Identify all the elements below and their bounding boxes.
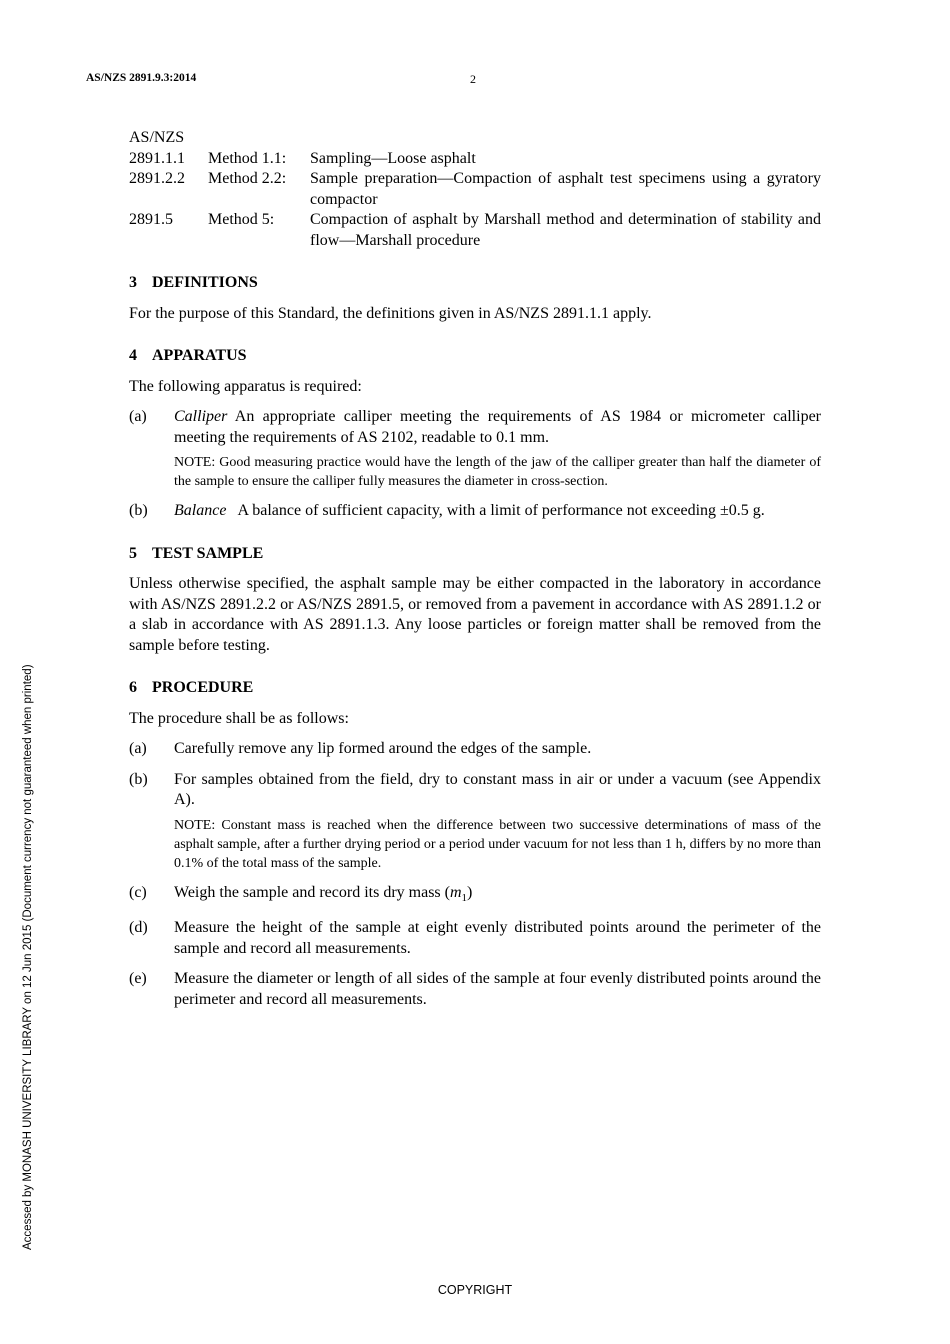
list-item [129, 407, 821, 448]
section-heading-definitions [129, 273, 821, 294]
reference-method: Method 2.2: [208, 170, 287, 187]
reference-row [129, 149, 821, 170]
section-title: DEFINITIONS [152, 274, 258, 291]
section-number: 3 [129, 274, 137, 291]
item-text: Carefully remove any lip formed around the edges of the sample. [174, 740, 592, 757]
item-text: For samples obtained from the field, dry to constant mass in air or under a vacuum (see Appendix A). [174, 770, 821, 808]
list-item [129, 918, 821, 959]
standard-code: AS/NZS 2891.9.3:2014 [86, 72, 197, 84]
reference-row [129, 169, 821, 210]
list-item [129, 770, 821, 811]
reference-title: Sampling—Loose asphalt [310, 149, 476, 167]
item-text [174, 501, 821, 522]
page-number: 2 [470, 72, 476, 86]
section-number: 6 [129, 679, 137, 696]
normative-references [129, 128, 821, 251]
access-watermark: Accessed by MONASH UNIVERSITY LIBRARY on 12 Jun 2015 (Document currency not guaranteed when printed) [22, 664, 34, 1250]
section-heading-apparatus [129, 346, 821, 367]
item-body: Weigh the sample and record its dry mass ( [174, 883, 450, 901]
note-text: NOTE: Good measuring practice would have the length of the jaw of the calliper greater than half the diameter of the sample to ensure the calliper fully measures the diameter in cross-section. [174, 455, 821, 489]
mass-subscript: 1 [461, 891, 468, 904]
section-heading-procedure [129, 678, 821, 699]
item-text [174, 883, 821, 909]
reference-method: Method 1.1: [208, 149, 287, 167]
item-label: (a) [129, 740, 147, 757]
section-title: PROCEDURE [152, 679, 254, 696]
note-text: NOTE: Constant mass is reached when the difference between two successive determinations of mass of the asphalt sample, after a further drying period or a period under vacuum for not less than 1 h, differs by no more than 0.1% of the total mass of the sample. [174, 817, 821, 871]
item-body: A balance of sufficient capacity, with a limit of performance not exceeding ±0.5 g. [237, 502, 765, 519]
item-label: (e) [129, 970, 147, 988]
list-item [129, 739, 821, 760]
item-label: (d) [129, 919, 148, 937]
item-label: (c) [129, 883, 147, 901]
reference-code: 2891.1.1 [129, 149, 185, 167]
item-text [174, 407, 821, 448]
document-body [129, 128, 821, 1010]
test-sample-text: Unless otherwise specified, the asphalt sample may be either compacted in the laboratory in accordance with AS/NZS 2891.2.2 or AS/NZS 2891.5, or removed from a pavement in accordance with AS 2891.1.2 or a slab in accordance with AS 2891.1.3. Any loose particles or foreign matter shall be removed from the sample before testing. [129, 575, 821, 654]
list-item [129, 883, 821, 909]
section-number: 5 [129, 544, 137, 562]
section-heading-test-sample [129, 544, 821, 565]
mass-symbol: m [449, 883, 462, 901]
item-body: An appropriate calliper meeting the requirements of AS 1984 or micrometer calliper meeting the requirements of AS 2102, readable to 0.1 mm. [174, 408, 821, 446]
item-body-end: ) [467, 883, 473, 901]
list-item [129, 501, 821, 522]
reference-title: Sample preparation—Compaction of asphalt test specimens using a gyratory compactor [310, 170, 821, 208]
item-text: Measure the diameter or length of all sides of the sample at four evenly distributed points around the perimeter and record all measurements. [174, 970, 821, 1008]
item-label: (a) [129, 408, 147, 425]
reference-method: Method 5: [208, 211, 275, 228]
item-label: (b) [129, 502, 148, 519]
item-text: Measure the height of the sample at eight evenly distributed points around the perimeter of the sample and record all measurements. [174, 919, 821, 957]
item-term: Balance [174, 502, 227, 519]
section-title: TEST SAMPLE [152, 544, 264, 562]
reference-code: 2891.2.2 [129, 170, 185, 187]
section-number: 4 [129, 347, 137, 364]
procedure-intro: The procedure shall be as follows: [129, 709, 349, 727]
copyright-footer: COPYRIGHT [437, 1283, 513, 1297]
references-heading: AS/NZS [129, 129, 185, 146]
apparatus-intro: The following apparatus is required: [129, 377, 362, 395]
definitions-text: For the purpose of this Standard, the definitions given in AS/NZS 2891.1.1 apply. [129, 304, 652, 322]
section-title: APPARATUS [152, 347, 247, 364]
item-term: Calliper [174, 408, 228, 425]
reference-code: 2891.5 [129, 211, 173, 228]
list-item [129, 969, 821, 1010]
reference-title: Compaction of asphalt by Marshall method and determination of stability and flow—Marshall procedure [310, 211, 821, 249]
item-label: (b) [129, 770, 148, 788]
reference-row [129, 210, 821, 251]
